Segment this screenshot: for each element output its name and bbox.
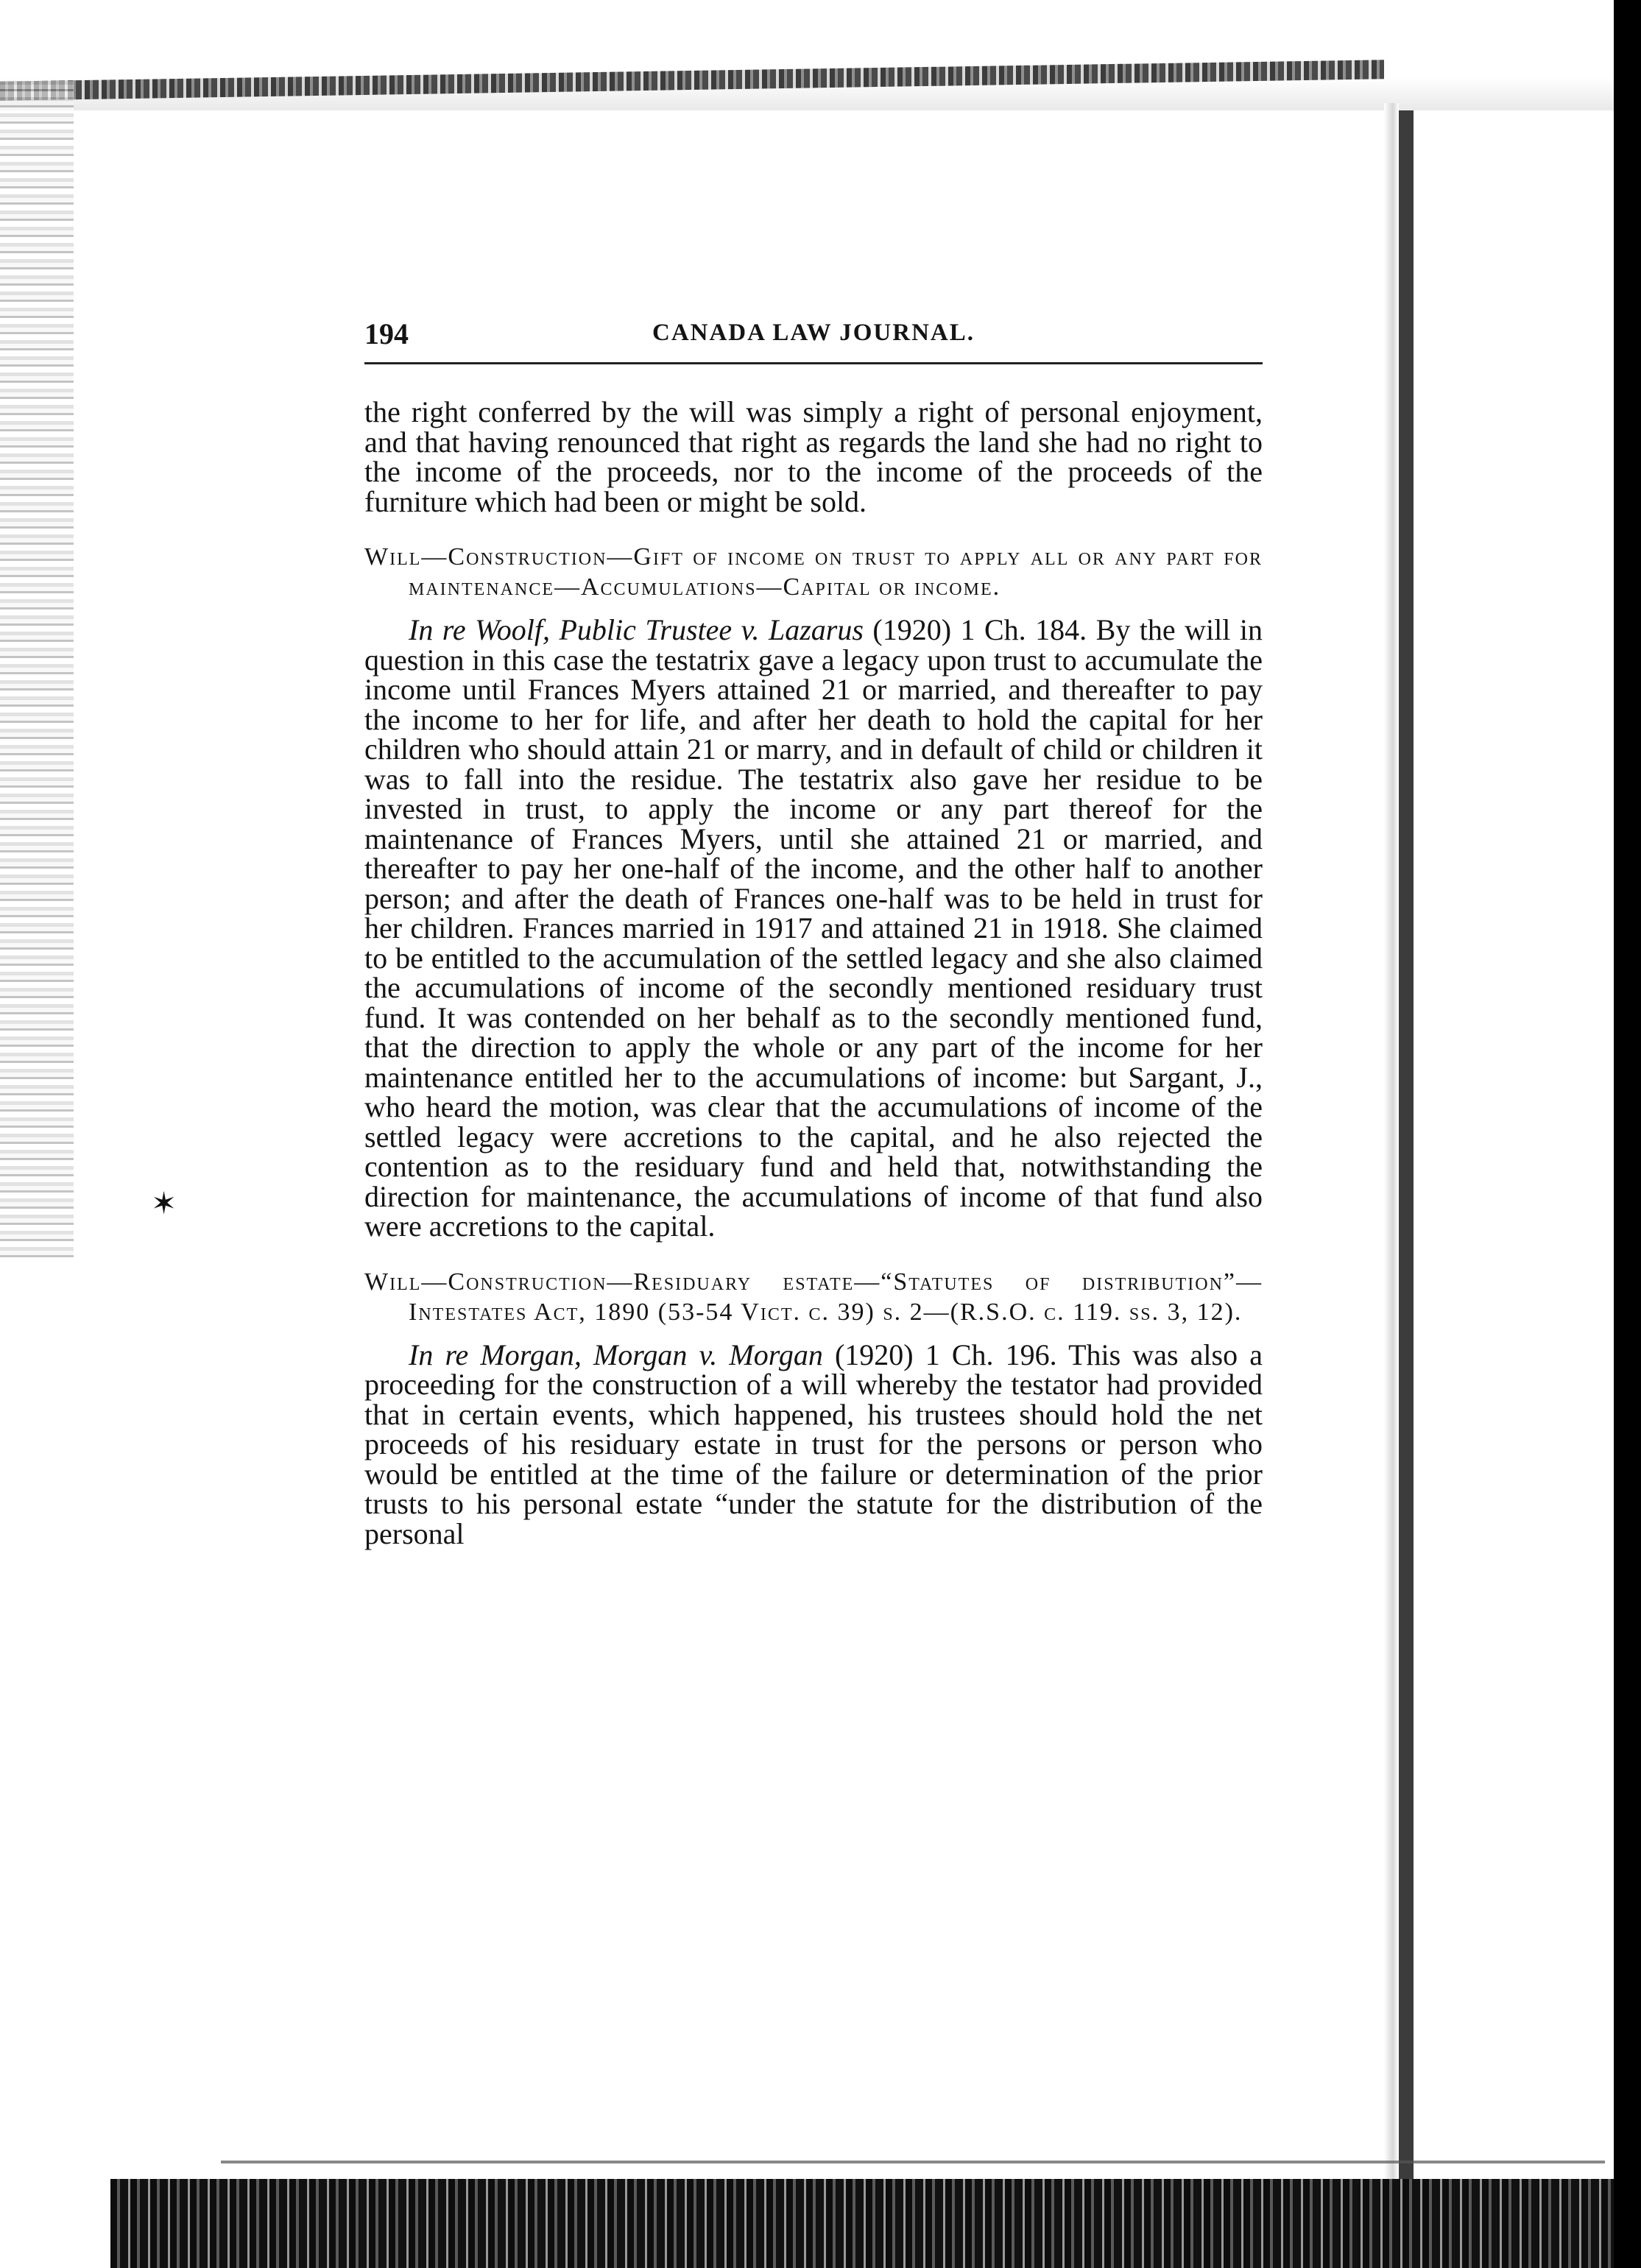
scan-bottom-line bbox=[221, 2161, 1605, 2163]
page-header bbox=[364, 317, 1263, 361]
paragraph-text: the right conferred by the will was simply a right of personal enjoyment, and that having renounced that right as regards the land she had no right to the income of the proceeds, nor to the income of the proceeds of the furniture which had been or might be sold. bbox=[364, 395, 1263, 518]
paragraph-text: (1920) 1 Ch. 184. By the will in question in this case the testatrix gave a legacy upon trust to accumulate the income until Frances Myers attained 21 or married, and thereafter to pay the income to her for life, and after her death to hold the capital for her children who should attain 21 or marry, and in default of child or children it was to fall into the residue. The testatrix also gave her residue to be invested in trust, to apply the income or any part thereof for the maintenance of Frances Myers, until she attained 21 or married, and thereafter to pay her one-half of the income, and the other half to another person; and after the death of Frances one-half was to be held in trust for her children. Frances married in 1917 and attained 21 in 1918. She claimed to be entitled to the accumulation of the settled legacy and she also claimed the accumulations of income of the secondly mentioned residuary trust fund. It was contended on her behalf as to the secondly mentioned fund, that the direction to apply the whole or any part of the income for her maintenance entitled her to the accumulations of income: but Sargant, J., who heard the motion, was clear that the accumulations of income of the settled legacy were accretions to the capital, and he also rejected the contention as to the residuary fund and held that, notwithstanding the direction for maintenance, the accumulations of income of that fund also were accretions to the capital. bbox=[364, 613, 1263, 1243]
scan-right-page-edge bbox=[1384, 103, 1399, 2201]
ink-speck-icon: ✶ bbox=[151, 1185, 177, 1221]
running-head: CANADA LAW JOURNAL. bbox=[652, 319, 975, 346]
page-number: 194 bbox=[364, 317, 409, 350]
paragraph-text: (1920) 1 Ch. 196. This was also a proceeding for the construction of a will whereby the testator had provided that in certain events, which happened, his trustees should hold the net proceeds of his residuary estate in trust for the persons or person who would be entitled at the time of the failure or determination of the prior trusts to his personal estate “under the statute for the distribution of the personal bbox=[364, 1338, 1263, 1550]
case-name: In re Woolf, Public Trustee v. Lazarus bbox=[409, 613, 864, 646]
case-paragraph bbox=[364, 615, 1263, 1242]
scan-right-border bbox=[1614, 0, 1641, 2268]
paragraph-continuation bbox=[364, 395, 1263, 518]
header-rule bbox=[364, 362, 1263, 364]
section-heading: Will—Construction—Gift of income on trust to apply all or any part for maintenance—Accumulations—Capital or income. bbox=[364, 543, 1263, 601]
scan-right-shadow bbox=[1399, 110, 1414, 2208]
section-heading: Will—Construction—Residuary estate—“Statutes of distribution”—Intestates Act, 1890 (53-54 Vict. c. 39) s. 2—(R.S.O. c. 119. ss. 3, 12). bbox=[364, 1268, 1263, 1326]
page-body bbox=[364, 395, 1263, 1550]
scan-bottom-edge bbox=[110, 2179, 1614, 2268]
scan-left-edge bbox=[0, 81, 74, 1259]
case-paragraph bbox=[364, 1340, 1263, 1550]
case-name: In re Morgan, Morgan v. Morgan bbox=[409, 1338, 823, 1371]
